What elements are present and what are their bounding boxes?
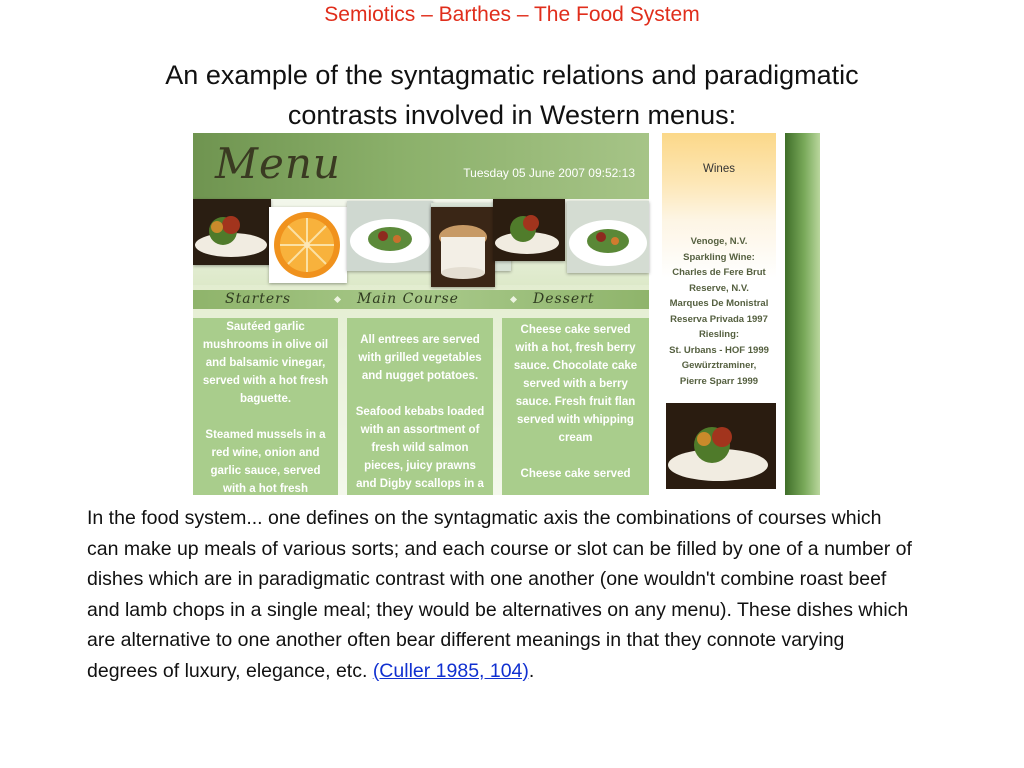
starters-column [193, 318, 338, 495]
wine-list-item: Reserva Privada 1997 [670, 313, 768, 325]
dessert-item: Cheese cake served with a hot, fresh berry sauce. Chocolate cake served with a berry sauce. Fresh fruit flan served with whipping cream [513, 324, 638, 444]
main-course-item: Seafood kebabs loaded with an assortment of fresh wild salmon pieces, juicy prawns and Digby scallops in a [355, 406, 485, 490]
food-photo-plate-3 [567, 201, 649, 273]
wine-list-item: Gewürztraminer, [681, 360, 757, 371]
wine-list-item: Reserve, N.V. [689, 282, 749, 294]
dessert-column [502, 318, 649, 495]
food-photo-orange [269, 207, 347, 283]
tab-main-course[interactable]: Main Course [357, 291, 459, 307]
slide-subtitle: Semiotics – Barthes – The Food System [324, 3, 700, 26]
starter-item: Steamed mussels in a red wine, onion and garlic sauce, served with a hot fresh [205, 429, 326, 495]
main-course-item: All entrees are served with grilled vegetables and nugget potatoes. [358, 334, 482, 382]
course-separator [334, 296, 341, 303]
citation-link[interactable]: (Culler 1985, 104) [372, 659, 529, 682]
slide-title-line-2: contrasts involved in Western menus: [287, 100, 737, 130]
wines-sidebar [662, 133, 776, 495]
wine-list-item: Marques De Monistral [669, 298, 769, 309]
wine-list-item: Riesling: [698, 329, 740, 340]
menu-screenshot [193, 133, 820, 495]
body-text-end: . [528, 659, 535, 682]
menu-header [193, 133, 649, 199]
green-edge-decoration [785, 133, 820, 495]
starter-item: Sautéed garlic mushrooms in olive oil and balsamic vinegar, served with a hot fresh baguette. [202, 321, 329, 405]
menu-date: Tuesday 05 June 2007 09:52:13 [463, 166, 635, 180]
food-photo-souffle [431, 207, 495, 287]
food-photo-salad-spoon [193, 199, 271, 265]
wine-list-item: Sparkling Wine: [683, 251, 755, 263]
menu-main-panel [193, 133, 649, 495]
dessert-item: Cheese cake served [520, 468, 631, 480]
menu-logo: Menu [215, 139, 341, 188]
wine-list [662, 234, 776, 389]
course-bar [193, 290, 649, 309]
food-photo-sidebar [666, 403, 776, 489]
main-course-column [347, 318, 493, 495]
wine-list-item: Charles de Fere Brut [672, 267, 766, 278]
tab-dessert[interactable]: Dessert [533, 291, 595, 307]
wines-heading: Wines [703, 163, 735, 175]
body-paragraph [87, 503, 917, 686]
slide-title [80, 55, 944, 135]
course-separator [510, 296, 517, 303]
slide-title-line-1: An example of the syntagmatic relations and paradigmatic [165, 60, 859, 90]
wine-list-item: Venoge, N.V. [690, 236, 748, 247]
wine-list-item: St. Urbans - HOF 1999 [669, 344, 769, 356]
tab-starters[interactable]: Starters [225, 291, 292, 307]
wine-list-item: Pierre Sparr 1999 [679, 375, 759, 387]
food-photo-plate-1 [347, 201, 433, 271]
food-photo-salad-spoon-2 [493, 199, 565, 261]
body-text: In the food system... one defines on the syntagmatic axis the combinations of courses which can make up meals of various sorts; and each course or slot can be filled by one of a number of dishes which are in paradigmatic contrast with one another (one wouldn't combine roast beef and lamb chops in a single meal; they would be alternatives on any menu). These dishes which are alternative to one another often bear different meanings in that they connote varying degrees of luxury, elegance, etc. [87, 507, 912, 682]
food-photo-strip [193, 199, 649, 285]
